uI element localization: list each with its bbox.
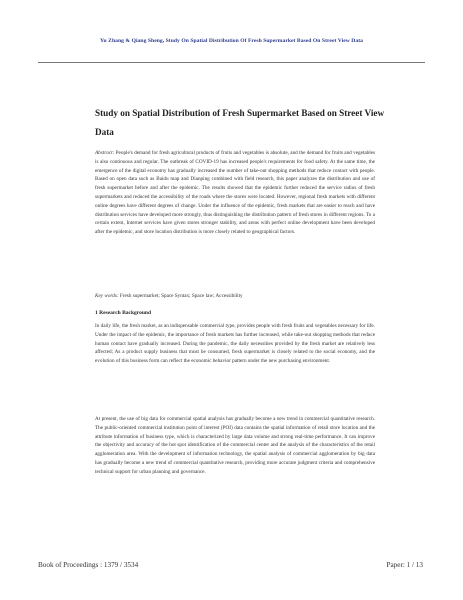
- paragraph-1: In daily life, the fresh market, as an indispensable commercial type, provides people with fresh fruits and vegetables necessary for life. Under the impact of the epidemic, the importance of fresh markets has further increased, while take-out shopping methods that reduce human contact have gradually increased. During the pandemic, the daily necessities provided by the fresh market are relatively less affected; As a product supply business that must be consumed, fresh supermarket is closely related to the social economy, and the evolution of this business form can reflect the economic behavior pattern under the new purchasing environment.: [95, 323, 375, 365]
- keywords-text: Fresh supermarket; Space Syntax; Space law; Accessibility: [119, 293, 243, 299]
- abstract-label: Abstract:: [95, 150, 115, 156]
- paper-title: Study on Spatial Distribution of Fresh Supermarket Based on Street View Data: [95, 108, 385, 137]
- header-divider: [38, 62, 425, 63]
- paragraph-2: At present, the use of big data for commercial spatial analysis has gradually become a new trend in commercial quantitative research. The public-oriented commercial institution point of interest (POI) data contains the spatial information of retail store location and the attribute information of business type, which is characterized by large data volume and strong real-time performance. It can improve the objectivity and accuracy of the hot spot identification of the commercial center and the analysis of the characteristics of the retail agglomeration area. With the development of information technology, the spatial analysis of commercial agglomeration by big data has gradually become a new trend of commercial quantitative research, providing more accurate judgment criteria and comprehensive technical support for urban planning and governance.: [95, 416, 375, 475]
- paper-page-number: Paper: 1 / 13: [386, 561, 423, 569]
- abstract-text: People's demand for fresh agricultural products of fruits and vegetables is absolute, and the demand for fruits and vegetables is also continuous and regular. The outbreak of COVID-19 has increased people's requirements for food safety. At the same time, the emergence of the digital economy has gradually increased the number of take-out shopping methods that reduce contact with people. Based on open data such as Baidu map and Dianping combined with field research, this paper analyzes the distribution and use of fresh supermarket before and after the epidemic. The results showed that the epidemic further reduced the service radius of fresh supermarkets and reduced the accessibility of the roads where the stores were located. However, regional fresh markets with different online degrees have different degrees of change. Under the influence of the epidemic, fresh markets that are easier to reach and have distribution services have developed more strongly, thus distinguishing the distribution pattern of fresh stores in different regions. To a certain extent, Internet services have given stores stronger stability, and areas with perfect online development have been developed after the epidemic, and store location distribution is more closely related to geographical factors.: [95, 150, 376, 236]
- section-heading: 1 Research Background: [95, 310, 152, 316]
- running-header: Yu Zhang & Qiang Sheng, Study On Spatial Distribution Of Fresh Supermarket Based On Street View Data: [99, 38, 364, 44]
- proceedings-page-number: Book of Proceedings : 1379 / 3534: [38, 561, 139, 569]
- keywords: [95, 292, 375, 301]
- abstract: [95, 149, 375, 237]
- keywords-label: Key words:: [95, 293, 119, 299]
